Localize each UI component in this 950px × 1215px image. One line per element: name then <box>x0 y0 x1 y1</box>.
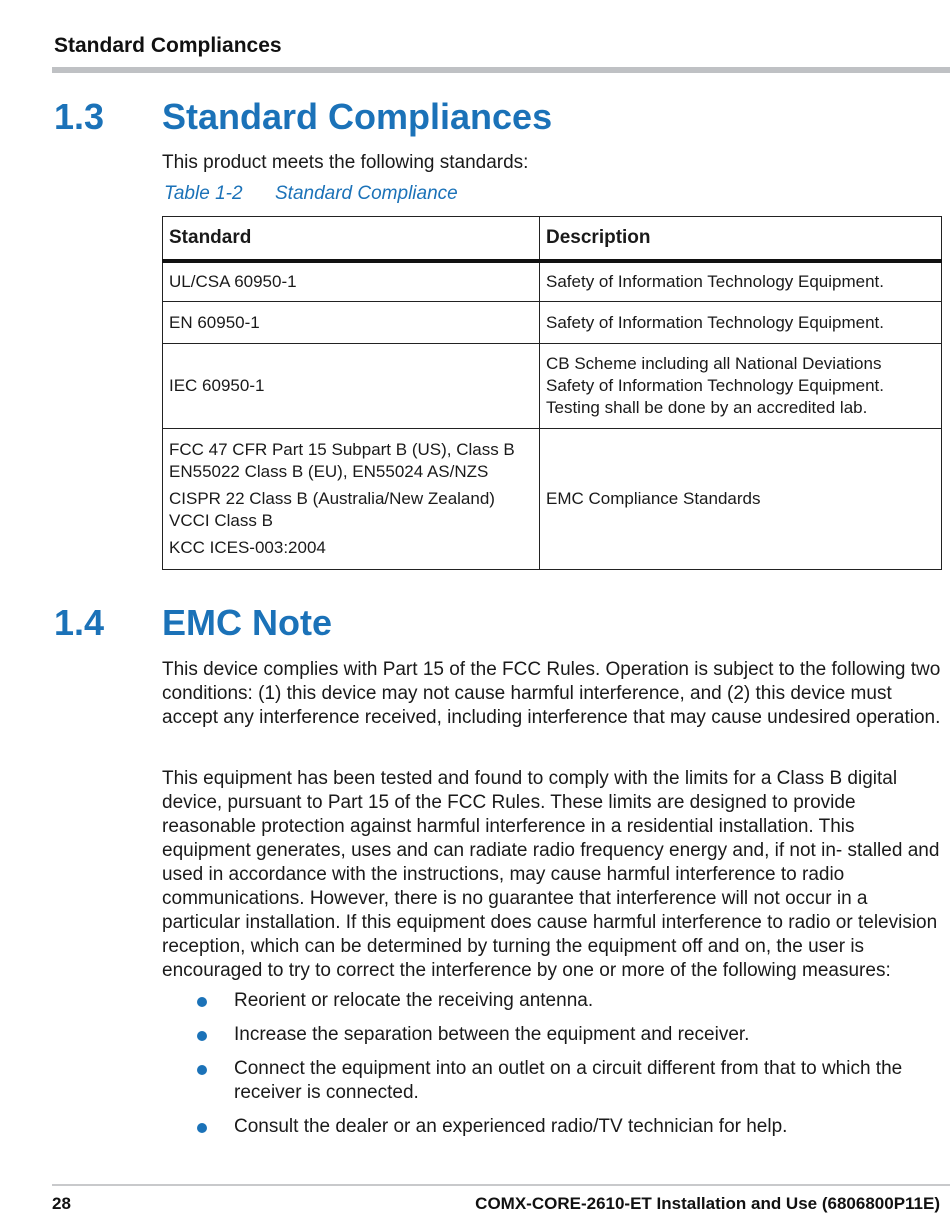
table-row <box>163 344 942 429</box>
list-item <box>197 989 945 1013</box>
column-header-description: Description <box>540 217 942 261</box>
cell-standard: UL/CSA 60950-1 <box>163 261 540 302</box>
table-row <box>163 261 942 302</box>
table-row <box>163 429 942 570</box>
cell-standard: EN 60950-1 <box>163 302 540 344</box>
cell-description: Safety of Information Technology Equipment. <box>540 302 942 344</box>
standard-line: EN55022 Class B (EU), EN55024 AS/NZS <box>169 462 489 481</box>
bullet-icon <box>197 1123 207 1133</box>
cell-description <box>540 344 942 429</box>
list-item <box>197 1115 945 1139</box>
document-title: COMX-CORE-2610-ET Installation and Use (6806800P11E) <box>475 1194 940 1213</box>
emc-paragraph-1: This device complies with Part 15 of the FCC Rules. Operation is subject to the following two conditions: (1) this device may not cause harmful interference, and (2) this device must accept any interference received, including interference that may cause undesired operation. <box>162 659 941 728</box>
section-heading-1-3 <box>54 96 552 138</box>
list-item-text: Consult the dealer or an experienced radio/TV technician for help. <box>234 1116 788 1137</box>
table-row <box>163 302 942 344</box>
cell-description: EMC Compliance Standards <box>540 429 942 570</box>
header-rule <box>52 67 950 73</box>
standard-line: KCC ICES-003:2004 <box>169 538 326 557</box>
bullet-icon <box>197 1031 207 1041</box>
section-title: Standard Compliances <box>162 96 553 137</box>
table-header-row <box>163 217 942 261</box>
standards-table <box>162 216 942 570</box>
description-line: Testing shall be done by an accredited lab. <box>546 398 868 417</box>
footer-rule <box>52 1184 950 1186</box>
running-header: Standard Compliances <box>54 34 282 57</box>
bullet-icon <box>197 997 207 1007</box>
list-item-text: Connect the equipment into an outlet on a circuit different from that to which the receiver is connected. <box>234 1058 903 1103</box>
section-number: 1.4 <box>54 602 105 643</box>
column-header-standard: Standard <box>163 217 540 261</box>
table-caption-number: Table 1-2 <box>164 183 243 204</box>
section-number: 1.3 <box>54 96 105 137</box>
list-item <box>197 1057 945 1105</box>
section-intro: This product meets the following standards: <box>162 152 529 173</box>
bullet-icon <box>197 1065 207 1075</box>
list-item-text: Reorient or relocate the receiving antenna. <box>234 990 594 1011</box>
table-caption-title: Standard Compliance <box>275 183 458 204</box>
list-item <box>197 1023 945 1047</box>
description-line: CB Scheme including all National Deviations <box>546 354 882 373</box>
list-item-text: Increase the separation between the equipment and receiver. <box>234 1024 750 1045</box>
cell-standard <box>163 429 540 570</box>
emc-paragraph-2: This equipment has been tested and found to comply with the limits for a Class B digital device, pursuant to Part 15 of the FCC Rules. These limits are designed to provide reasonable protection against harmful interference in a residential installation. This equipment generates, uses and can radiate radio frequency energy and, if not in- stalled and used in accordance with the instructions, may cause harmful interference to radio communications. However, there is no guarantee that interference will not occur in a particular installation. If this equipment does cause harmful interference to radio or television reception, which can be determined by turning the equipment off and on, the user is encouraged to try to correct the interference by one or more of the following measures: <box>162 768 940 981</box>
standard-line: CISPR 22 Class B (Australia/New Zealand) <box>169 489 495 508</box>
description-line: Safety of Information Technology Equipment. <box>546 376 884 395</box>
page-number: 28 <box>52 1194 71 1213</box>
section-heading-1-4 <box>54 602 332 644</box>
standard-line: VCCI Class B <box>169 511 273 530</box>
table-caption <box>164 183 458 205</box>
section-title: EMC Note <box>162 602 332 643</box>
cell-standard: IEC 60950-1 <box>163 344 540 429</box>
standard-line: FCC 47 CFR Part 15 Subpart B (US), Class B <box>169 440 515 459</box>
cell-description: Safety of Information Technology Equipment. <box>540 261 942 302</box>
measures-list <box>197 989 945 1149</box>
